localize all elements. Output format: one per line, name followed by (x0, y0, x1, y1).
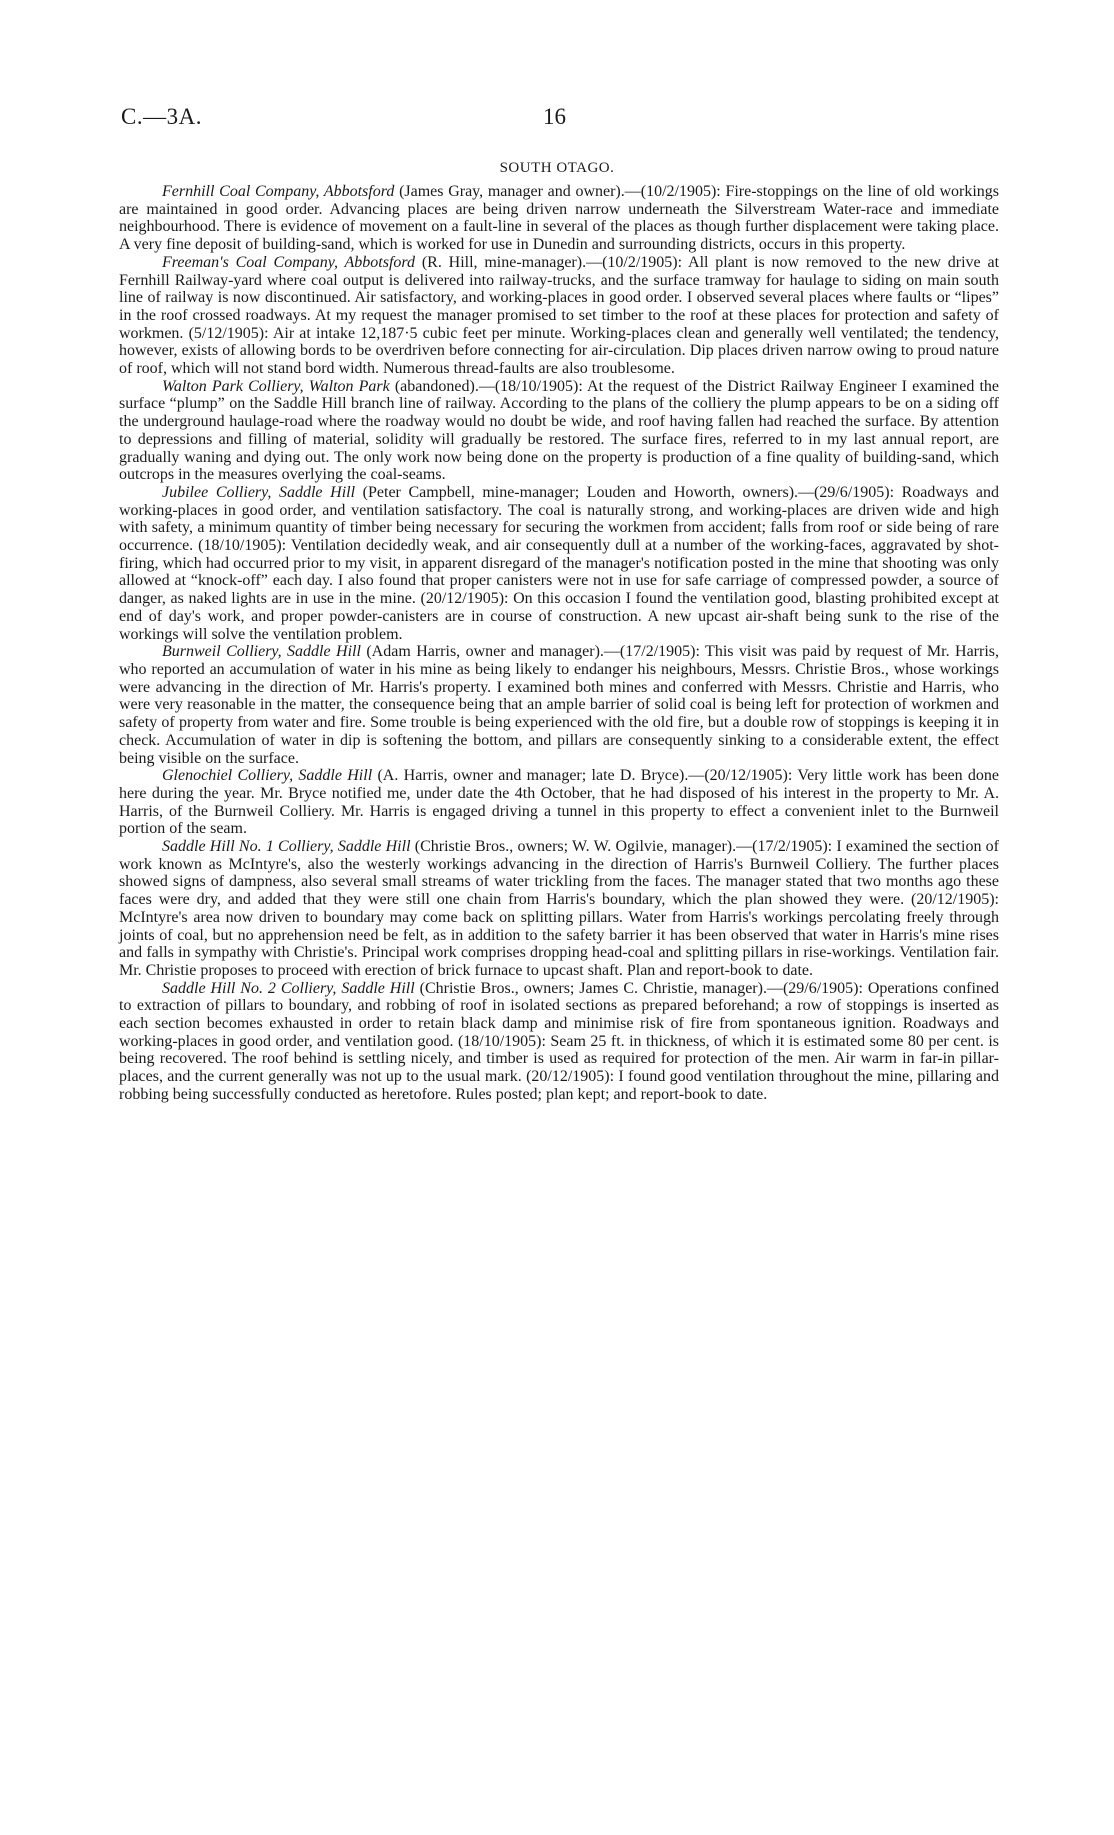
paragraph-text: (James Gray, manager and owner).—(10/2/1905): Fire-stoppings on the line of old workings are maintained in good order. Advancing places are being driven narrow underneath the Silverstream Water-race and immediate neighbourhood. There is evidence of movement on a fault-line in several of the places as though further displacement were taking place. A very fine deposit of building-sand, which is worked for use in Dunedin and surrounding districts, occurs in this property. (119, 183, 1000, 254)
colliery-heading: Burnweil Colliery, Saddle Hill (162, 643, 361, 661)
paragraph-glenochiel (119, 767, 999, 838)
colliery-heading: Jubilee Colliery, Saddle Hill (162, 483, 356, 501)
report-body (119, 183, 999, 1104)
paragraph-text: (Adam Harris, owner and manager).—(17/2/1905): This visit was paid by request of Mr. Harris, who reported an accumulation of water in his mine as being likely to endanger his neighbours, Messrs. Christie Bros., whose workings were advancing in the direction of Mr. Harris's property. I examined both mines and conferred with Messrs. Christie and Harris, who were very reasonable in the matter, the consequence being that an ample barrier of solid coal is being left for protection of workmen and safety of property from water and fire. Some trouble is being experienced with the old fire, but a double row of stoppings is keeping it in check. Accumulation of water in dip is softening the bottom, and pillars are consequently sinking to a considerable extent, the effect being visible on the surface. (119, 643, 1000, 767)
paragraph-text: (abandoned).—(18/10/1905): At the request of the District Railway Engineer I examined the surface “plump” on the Saddle Hill branch line of railway. According to the plans of the colliery the plump appears to be on a siding off the underground haulage-road where the roadway would no doubt be wide, and roof having fallen had reached the surface. By attention to depressions and filling of material, solidity will gradually be restored. The surface fires, referred to in my last annual report, are gradually waning and dying out. The only work now being done on the property is production of a fine quality of building-sand, which outcrops in the measures overlying the coal-seams. (119, 377, 999, 484)
document-code: C.—3A. (121, 104, 202, 129)
paragraph-burnweil (119, 643, 999, 767)
colliery-heading: Fernhill Coal Company, Abbotsford (162, 183, 395, 200)
paragraph-text: (R. Hill, mine-manager).—(10/2/1905): All plant is now removed to the new drive at Fernhill Railway-yard where coal output is delivered into railway-trucks, and the surface tramway for haulage to siding on main south line of railway is now discontinued. Air satisfactory, and working-places in good order. I observed several places where faults or “lipes” in the roof crossed roadways. At my request the manager promised to set timber to the roof at these places for protection and safety of workmen. (5/12/1905): Air at intake 12,187·5 cubic feet per minute. Working-places clean and generally well ventilated; the tendency, however, exists of allowing bords to be overdriven before connecting for air-circulation. Dip places driven narrow owing to proud nature of roof, which will not stand bord width. Numerous thread-faults are also troublesome. (119, 253, 1000, 378)
paragraph-text: (Peter Campbell, mine-manager; Louden and Howorth, owners).—(29/6/1905): Roadways and working-places in good order, and ventilation satisfactory. The coal is naturally strong, and working-places are driven wide and high with safety, a minimum quantity of timber being necessary for securing the workmen from accident; falls from roof or side being of rare occurrence. (18/10/1905): Ventilation decidedly weak, and air consequently dull at a number of the working-faces, aggravated by shot-firing, which had occurred prior to my visit, in apparent disregard of the manager's notification posted in the mine that shooting was only allowed at “knock-off” each day. I also found that proper canisters were not in use for safe carriage of compressed powder, a source of danger, as naked lights are in use in the mine. (20/12/1905): On this occasion I found the ventilation good, blasting prohibited except at end of day's work, and proper powder-canisters are in course of construction. A new upcast air-shaft being sunk to the rise of the workings will solve the ventilation problem. (119, 483, 1000, 643)
paragraph-freemans (119, 254, 999, 378)
colliery-heading: Saddle Hill No. 2 Colliery, Saddle Hill (162, 979, 415, 997)
paragraph-saddle-hill-1 (119, 838, 999, 980)
section-title: SOUTH OTAGO. (499, 160, 615, 176)
colliery-heading: Glenochiel Colliery, Saddle Hill (162, 767, 373, 785)
paragraph-jubilee (119, 484, 999, 643)
colliery-heading: Saddle Hill No. 1 Colliery, Saddle Hill (162, 838, 411, 856)
colliery-heading: Walton Park Colliery, Walton Park (162, 377, 390, 395)
paragraph-saddle-hill-2 (119, 980, 999, 1104)
paragraph-text: (A. Harris, owner and manager; late D. Bryce).—(20/12/1905): Very little work has been done here during the year. Mr. Bryce notified me, under date the 4th October, that he had disposed of his interest in the property to Mr. A. Harris, of the Burnweil Colliery. Mr. Harris is engaged driving a tunnel in this property to effect a convenient inlet to the Burnweil portion of the seam. (119, 767, 999, 838)
page-number: 16 (543, 104, 566, 129)
colliery-heading: Freeman's Coal Company, Abbotsford (162, 253, 416, 271)
paragraph-text: (Christie Bros., owners; W. W. Ogilvie, manager).—(17/2/1905): I examined the section of work known as McIntyre's, also the westerly workings advancing in the direction of Harris's Burnweil Colliery. The further places showed signs of dampness, also several small streams of water trickling from the faces. The manager stated that two months ago these faces were dry, and added that they were still one chain from Harris's boundary, which the plan showed they were. (20/12/1905): McIntyre's area now driven to boundary may come back on splitting pillars. Water from Harris's workings percolating freely through joints of coal, but no apprehension need be felt, as in addition to the safety barrier it has been observed that water in Harris's mine rises and falls in sympathy with Christie's. Principal work comprises dropping head-coal and splitting pillars in rise-workings. Ventilation fair. Mr. Christie proposes to proceed with erection of brick furnace to upcast shaft. Plan and report-book to date. (119, 838, 999, 979)
paragraph-fernhill (119, 183, 999, 254)
paragraph-walton-park (119, 378, 999, 484)
paragraph-text: (Christie Bros., owners; James C. Christie, manager).—(29/6/1905): Operations confined to extraction of pillars to boundary, and robbing of roof in isolated sections as prepared beforehand; a row of stoppings is inserted as each section becomes exhausted in order to retain black damp and minimise risk of fire from spontaneous ignition. Roadways and working-places in good order, and ventilation good. (18/10/1905): Seam 25 ft. in thickness, of which it is estimated some 80 per cent. is being recovered. The roof behind is settling nicely, and timber is used as required for protection of the men. Air warm in far-in pillar-places, and the current generally was not up to the usual mark. (20/12/1905): I found good ventilation throughout the mine, pillaring and robbing being successfully conducted as heretofore. Rules posted; plan kept; and report-book to date. (119, 979, 999, 1103)
